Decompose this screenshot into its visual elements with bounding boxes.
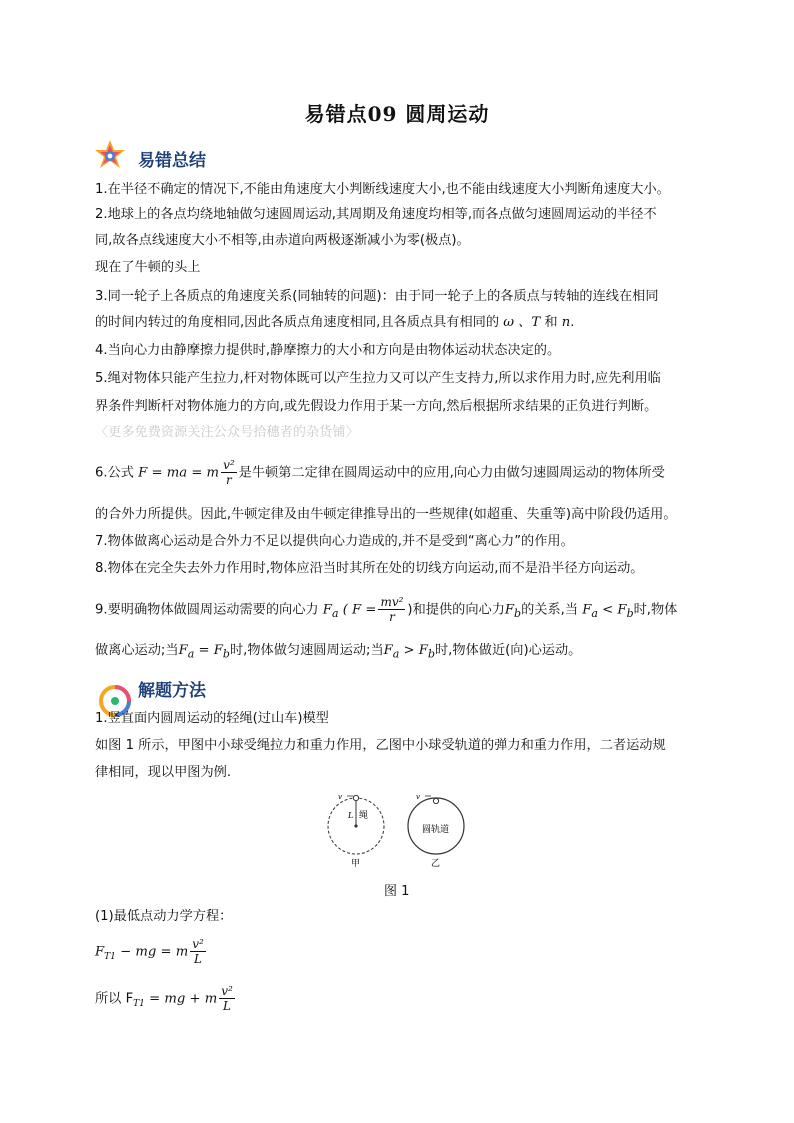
text: 6.公式 bbox=[95, 465, 134, 481]
fraction bbox=[190, 937, 206, 966]
symbol: F bbox=[95, 944, 105, 960]
fraction bbox=[219, 984, 235, 1013]
subscript: T1 bbox=[133, 999, 145, 1010]
ball bbox=[433, 798, 438, 803]
denominator: L bbox=[223, 999, 231, 1013]
rope-label: 绳 bbox=[359, 811, 369, 821]
paragraph-line bbox=[95, 642, 581, 664]
paragraph-line: 3.同一轮子上各质点的角速度关系(同轴转的问题)：由于同一轮子上的各质点与转轴的连线在相同 bbox=[95, 289, 659, 304]
subscript: a bbox=[331, 607, 339, 621]
L-label: L bbox=[348, 811, 354, 820]
formula: ( F = bbox=[342, 602, 377, 618]
equation-line bbox=[95, 937, 208, 966]
paragraph-line: 1.在半径不确定的情况下,不能由角速度大小判断线速度大小,也不能由线速度大小判断角速度大小。 bbox=[95, 182, 670, 197]
denominator: r bbox=[389, 610, 395, 624]
denominator: r bbox=[225, 473, 232, 487]
text: 做离心运动;当 bbox=[95, 643, 179, 658]
paragraph-line bbox=[95, 595, 677, 624]
formula: = F bbox=[194, 643, 223, 658]
formula: − mg = m bbox=[115, 944, 189, 960]
v-label: v bbox=[338, 793, 342, 801]
star-badge-icon bbox=[92, 138, 128, 174]
center-dot bbox=[354, 824, 357, 827]
text: 的时间内转过的角度相同,因此各质点角速度相同,且各质点具有相同的 bbox=[95, 315, 500, 330]
paragraph-line: 律相同，现以甲图为例. bbox=[95, 765, 232, 780]
symbol: F bbox=[582, 602, 592, 618]
text: 的关系,当 bbox=[521, 602, 579, 618]
text: 9.要明确物体做圆周运动需要的向心力 bbox=[95, 602, 319, 618]
ball bbox=[353, 795, 358, 800]
subscript: a bbox=[187, 647, 195, 661]
figure-caption: 图 1 bbox=[384, 884, 410, 899]
paragraph-line: 如图 1 所示，甲图中小球受绳拉力和重力作用，乙图中小球受轨道的弹力和重力作用，二者运动规 bbox=[95, 738, 666, 753]
section-heading-summary: 易错总结 bbox=[138, 151, 206, 171]
paragraph-line: 的合外力所提供。因此,牛顿定律及由牛顿定律推导出的一些规律(如超重、失重等)高中阶段仍适用。 bbox=[95, 507, 677, 522]
paragraph-line: 8.物体在完全失去外力作用时,物体应沿当时其所在处的切线方向运动,而不是沿半径方向运动。 bbox=[95, 561, 644, 576]
paragraph-line: 5.绳对物体只能产生拉力,杆对物体既可以产生拉力又可以产生支持力,所以求作用力时,应先利用临 bbox=[95, 371, 661, 386]
symbol: F bbox=[322, 602, 332, 618]
page-title: 易错点09 圆周运动 bbox=[304, 102, 490, 126]
fraction bbox=[221, 458, 237, 487]
text: 是牛顿第二定律在圆周运动中的应用,向心力由做匀速圆周运动的物体所受 bbox=[238, 465, 665, 481]
math-symbol: n bbox=[561, 315, 571, 330]
subscript: b bbox=[626, 607, 634, 621]
paragraph-line: (1)最低点动力学方程： bbox=[95, 909, 233, 924]
subscript: a bbox=[591, 607, 598, 621]
numerator: mv² bbox=[380, 595, 404, 609]
paragraph-line bbox=[95, 458, 665, 487]
section-heading-methods: 解题方法 bbox=[138, 681, 206, 701]
numerator: v² bbox=[223, 458, 235, 472]
paragraph-line: 7.物体做离心运动是合外力不足以提供向心力造成的,并不是受到“离心力”的作用。 bbox=[95, 534, 574, 549]
text: 时,物体做匀速圆周运动;当 bbox=[229, 643, 384, 658]
formula: > F bbox=[399, 643, 428, 658]
symbol: F bbox=[178, 643, 188, 658]
equation-line bbox=[95, 984, 237, 1013]
text: 和 bbox=[544, 315, 558, 330]
numerator: v² bbox=[192, 937, 204, 951]
paragraph-line: 4.当向心力由静摩擦力提供时,静摩擦力的大小和方向是由物体运动状态决定的。 bbox=[95, 343, 561, 358]
paragraph-line: 1.竖直面内圆周运动的轻绳(过山车)模型 bbox=[95, 711, 329, 726]
track-label: 圆轨道 bbox=[422, 825, 450, 835]
formula: F = ma = m bbox=[138, 465, 220, 481]
watermark-text: 〈更多免费资源关注公众号拾穗者的杂货铺〉 bbox=[95, 425, 359, 440]
math-symbols: ω 、T bbox=[503, 315, 541, 330]
formula: < F bbox=[597, 602, 627, 618]
subscript: T1 bbox=[104, 952, 116, 963]
subscript: b bbox=[427, 647, 435, 661]
paragraph-line: 的时间内转过的角度相同,因此各质点角速度相同,且各质点具有相同的 ω 、T 和 n. bbox=[95, 315, 575, 330]
text: 时,物体 bbox=[633, 602, 678, 618]
subscript: b bbox=[514, 607, 522, 621]
symbol: F bbox=[383, 643, 393, 658]
text: 时,物体做近(向)心运动。 bbox=[435, 643, 582, 658]
formula: 所以 F bbox=[95, 991, 134, 1007]
v-label: v bbox=[416, 793, 420, 801]
formula: = mg + m bbox=[144, 991, 218, 1007]
text: )和提供的向心力 bbox=[407, 602, 505, 618]
denominator: L bbox=[194, 952, 202, 966]
figure-1-diagram bbox=[318, 788, 478, 870]
paragraph-line: 界条件判断杆对物体施力的方向,或先假设力作用于某一方向,然后根据所求结果的正负进行判断。 bbox=[95, 399, 658, 414]
jia-label: 甲 bbox=[351, 859, 361, 869]
subscript: a bbox=[392, 647, 400, 661]
fraction bbox=[378, 595, 405, 624]
symbol: F bbox=[504, 602, 515, 618]
yi-label: 乙 bbox=[431, 859, 441, 869]
numerator: v² bbox=[221, 984, 233, 998]
paragraph-line: 现在了牛顿的头上 bbox=[95, 260, 201, 275]
paragraph-line: 2.地球上的各点均绕地轴做匀速圆周运动,其周期及角速度均相等,而各点做匀速圆周运动的半径不 bbox=[95, 207, 657, 222]
subscript: b bbox=[222, 647, 230, 661]
paragraph-line: 同,故各点线速度大小不相等,由赤道向两极逐渐减小为零(极点)。 bbox=[95, 233, 470, 248]
